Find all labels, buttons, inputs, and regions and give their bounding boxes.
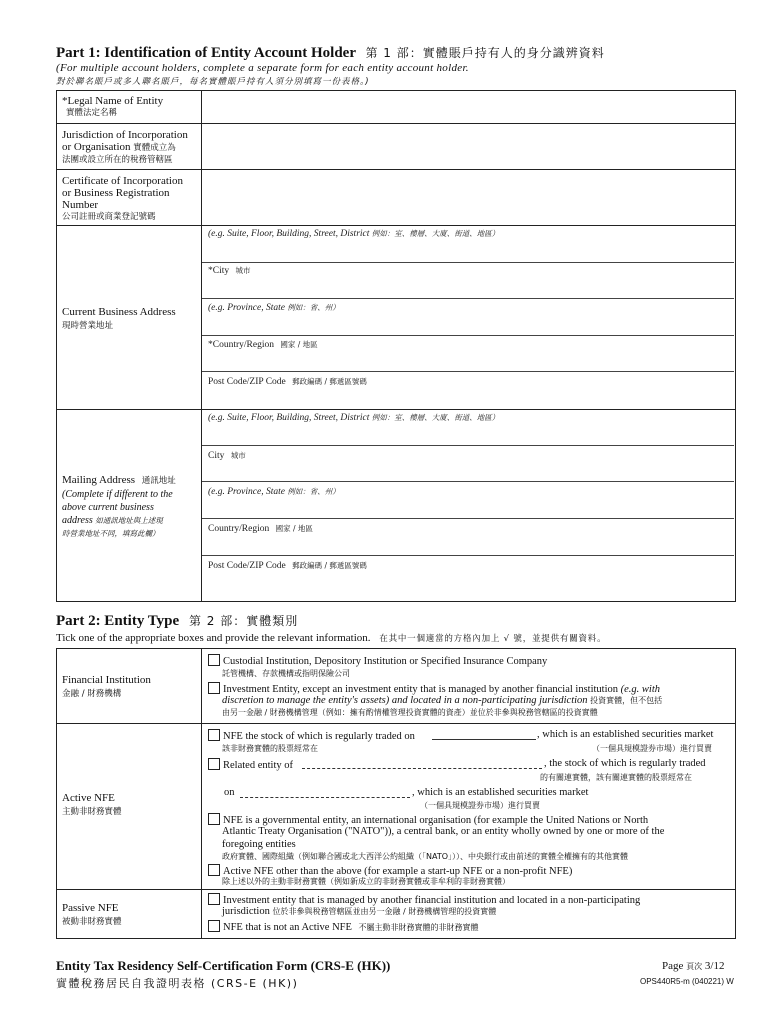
mailing-postcode-label-zh: 郵政編碼 / 郵遞區號碼	[292, 561, 367, 570]
active-traded-label-zh-b: （一個具規模證券市場）進行買賣	[592, 744, 712, 753]
jurisdiction-label-zh-2: 法團或設立所在的稅務管轄區	[62, 155, 173, 165]
active-traded-checkbox[interactable]	[208, 729, 220, 741]
current-street-field[interactable]	[208, 228, 499, 239]
current-province-field[interactable]	[208, 302, 340, 313]
part1-note-zh: 對於聯名賬戶或多人聯名賬戶，每名實體賬戶持有人須分別填寫一份表格。)	[56, 77, 370, 87]
addr-sep	[202, 555, 734, 556]
page-label: Page	[662, 960, 684, 972]
active-related-checkbox[interactable]	[208, 758, 220, 770]
fi-custodial-label: Custodial Institution, Depository Institution or Specified Insurance Company	[223, 656, 548, 667]
fi-investment-checkbox[interactable]	[208, 682, 220, 694]
active-governmental-option[interactable]	[208, 813, 728, 827]
active-related-label-c: on	[224, 787, 235, 798]
cert-label-zh: 公司註冊或商業登記號碼	[62, 212, 156, 222]
mailing-street-placeholder-zh: 例如：室、樓層、大廈、街道、地區）	[371, 413, 500, 422]
part2-instruction	[56, 632, 606, 644]
active-related-entity-input[interactable]	[302, 768, 542, 769]
mailing-postcode-label: Post Code/ZIP Code	[208, 561, 286, 571]
fi-label	[62, 674, 151, 700]
addr-sep	[202, 262, 734, 263]
addr-sep	[202, 371, 734, 372]
current-postcode-field[interactable]	[208, 376, 367, 387]
passive-not-active-option[interactable]	[208, 920, 479, 934]
fi-label-en: Financial Institution	[62, 674, 151, 686]
current-city-label-zh: 城市	[235, 266, 251, 275]
mailing-note-en-1: (Complete if different to the	[62, 489, 173, 500]
jurisdiction-label-en-1: Jurisdiction of Incorporation	[62, 129, 188, 141]
active-related-label-a: Related entity of	[223, 760, 293, 771]
cert-label-en-3: Number	[62, 199, 99, 211]
current-province-placeholder: (e.g. Province, State	[208, 303, 285, 313]
mailing-street-placeholder: (e.g. Suite, Floor, Building, Street, District	[208, 413, 370, 423]
page-num: 3/12	[704, 960, 725, 972]
active-other-label-zh: 除上述以外的主動非財務實體（例如新成立的非財務實體或非牟利的非財務實體）	[222, 877, 510, 886]
mailing-province-placeholder: (e.g. Province, State	[208, 487, 285, 497]
row-sep	[56, 409, 735, 410]
part2-title	[56, 612, 298, 630]
part2-instruction-en: Tick one of the appropriate boxes and provide the relevant information.	[56, 632, 371, 644]
mailing-province-field[interactable]	[208, 486, 340, 497]
cert-label	[62, 175, 183, 223]
mailing-note-zh-2: 時營業地址不同，填寫此欄）	[62, 529, 160, 538]
active-traded-label-zh-a: 該非財務實體的股票經常在	[222, 744, 318, 753]
active-governmental-label-zh: 政府實體、國際組織（例如聯合國或北大西洋公約組織（「NATO」））、中央銀行或由前述的實體全權擁有的其他實體	[222, 852, 629, 861]
active-governmental-label-3: foregoing entities	[222, 839, 296, 850]
active-related-market-input[interactable]	[240, 797, 410, 798]
row-sep	[56, 225, 735, 226]
part2-divider	[201, 648, 202, 938]
fi-investment-label-2: discretion to manage the entity's assets) and located in a non-participating jurisdiction	[222, 695, 588, 706]
current-address-label	[62, 306, 176, 332]
fi-investment-option[interactable]	[208, 682, 728, 696]
mailing-city-field[interactable]	[208, 450, 246, 461]
active-traded-market-input[interactable]	[432, 739, 536, 740]
current-address-label-zh: 現時營業地址	[62, 321, 114, 331]
addr-sep	[202, 445, 734, 446]
active-other-checkbox[interactable]	[208, 864, 220, 876]
active-governmental-label-2: Atlantic Treaty Organisation ("NATO")), a central bank, or an entity wholly owned by one or more of the	[222, 826, 665, 837]
active-nfe-label-en: Active NFE	[62, 792, 115, 804]
active-traded-option[interactable]	[208, 729, 415, 743]
active-related-label-zh-c: （一個具規模證券市場）進行買賣	[420, 801, 540, 810]
passive-investment-option[interactable]	[208, 893, 728, 907]
current-street-placeholder-zh: 例如：室、樓層、大廈、街道、地區）	[371, 229, 500, 238]
active-governmental-label-1: NFE is a governmental entity, an international organisation (for example the United Nations or North	[223, 815, 649, 826]
mailing-country-label: Country/Region	[208, 524, 270, 534]
mailing-country-label-zh: 國家 / 地區	[275, 524, 313, 533]
current-postcode-label: Post Code/ZIP Code	[208, 377, 286, 387]
active-related-label-zh: 的有關連實體，該有關連實體的股票經常在	[540, 773, 692, 782]
jurisdiction-label-zh-1: 實體成立為	[133, 143, 176, 153]
row-sep	[56, 723, 735, 724]
passive-investment-label-2: jurisdiction	[222, 906, 270, 917]
page-number	[662, 960, 724, 972]
mailing-postcode-field[interactable]	[208, 560, 367, 571]
legal-name-label	[62, 95, 163, 119]
addr-sep	[202, 335, 734, 336]
part1-title-en: Part 1: Identification of Entity Account Holder	[56, 45, 356, 61]
part1-note-en: (For multiple account holders, complete a separate form for each entity account holder.	[56, 62, 469, 74]
active-other-label: Active NFE other than the above (for example a start-up NFE or a non-profit NFE)	[223, 866, 573, 877]
current-city-label: *City	[208, 266, 230, 276]
mailing-note-zh-1: 如通訊地址與上述現	[95, 516, 163, 525]
passive-nfe-label-zh: 被動非財務實體	[62, 917, 122, 927]
addr-sep	[202, 298, 734, 299]
fi-investment-label-2-row	[222, 695, 732, 707]
part2-title-en: Part 2: Entity Type	[56, 613, 180, 629]
form-code: (CRS-E (HK))	[310, 958, 391, 973]
mailing-address-label-en: Mailing Address	[62, 474, 136, 486]
active-governmental-checkbox[interactable]	[208, 813, 220, 825]
part1-title-zh: 第 1 部：實體賬戶持有人的身分識辨資料	[365, 46, 605, 60]
active-traded-label-b: , which is an established securities market	[537, 729, 714, 740]
passive-investment-label-1: Investment entity that is managed by another financial institution and located in a non-participating	[223, 895, 641, 906]
current-country-label-zh: 國家 / 地區	[280, 340, 318, 349]
part1-title	[56, 44, 605, 62]
jurisdiction-label	[62, 129, 188, 166]
mailing-city-label: City	[208, 451, 225, 461]
current-address-label-en: Current Business Address	[62, 306, 176, 318]
form-title-en: Entity Tax Residency Self-Certification Form	[56, 958, 308, 973]
part2-title-zh: 第 2 部：實體類別	[188, 614, 299, 628]
mailing-note-en-3: address	[62, 515, 93, 526]
current-city-field[interactable]	[208, 265, 251, 276]
passive-investment-label-zh: 位於非參與稅務管轄區並由另一金融 / 財務機構管理的投資實體	[272, 907, 497, 916]
row-sep	[56, 889, 735, 890]
fi-investment-label-eg: (e.g. with	[620, 684, 661, 695]
passive-investment-checkbox[interactable]	[208, 893, 220, 905]
fi-custodial-option[interactable]	[208, 654, 547, 668]
mailing-address-label-zh: 通訊地址	[141, 476, 176, 486]
mailing-note-en-2: above current business	[62, 502, 154, 513]
jurisdiction-input[interactable]	[202, 124, 734, 169]
mailing-city-label-zh: 城市	[230, 451, 246, 460]
part2-instruction-zh: 在其中一個適當的方格內加上 √ 號，並提供有關資料。	[379, 634, 607, 644]
passive-nfe-label-en: Passive NFE	[62, 902, 119, 914]
current-postcode-label-zh: 郵政編碼 / 郵遞區號碼	[292, 377, 367, 386]
current-street-placeholder: (e.g. Suite, Floor, Building, Street, District	[208, 229, 370, 239]
active-related-label-d: , which is an established securities market	[412, 787, 589, 798]
form-title-zh: 實體稅務居民自我證明表格 (CRS-E (HK))	[56, 977, 299, 990]
cert-label-en-2: or Business Registration	[62, 187, 170, 199]
passive-not-active-label-zh: 不屬主動非財務實體的非財務實體	[358, 923, 479, 932]
addr-sep	[202, 518, 734, 519]
active-related-label-b: , the stock of which is regularly traded	[544, 758, 706, 769]
current-province-placeholder-zh: 例如：省、州）	[287, 303, 340, 312]
fi-custodial-checkbox[interactable]	[208, 654, 220, 666]
form-title	[56, 958, 390, 974]
passive-investment-label-row2	[222, 906, 496, 918]
passive-not-active-label: NFE that is not an Active NFE	[223, 922, 352, 933]
form-ref: OPS440R5-m (040221) W	[640, 977, 734, 986]
mailing-address-label	[62, 474, 176, 540]
active-related-option[interactable]	[208, 758, 293, 772]
fi-investment-label-1: Investment Entity, except an investment entity that is managed by another financial institution	[223, 684, 619, 695]
fi-label-zh: 金融 / 財務機構	[62, 689, 122, 699]
mailing-country-field[interactable]	[208, 523, 313, 534]
mailing-street-field[interactable]	[208, 412, 499, 423]
legal-name-label-en: *Legal Name of Entity	[62, 95, 164, 107]
cert-input[interactable]	[202, 170, 734, 225]
jurisdiction-label-en-2: or Organisation	[62, 141, 131, 153]
fi-custodial-label-zh: 託管機構、存款機構或指明保險公司	[222, 669, 350, 678]
active-other-option[interactable]	[208, 864, 572, 878]
active-traded-label-a: NFE the stock of which is regularly traded on	[223, 731, 415, 742]
passive-not-active-checkbox[interactable]	[208, 920, 220, 932]
fi-investment-label-zh-a: 投資實體，但不包括	[590, 696, 663, 705]
active-nfe-label	[62, 792, 122, 818]
fi-investment-label-zh-b: 由另一金融 / 財務機構管理（例如：擁有酌情權管理投資實體的資產）並位於非參與稅務管轄區的投資實體	[222, 708, 598, 717]
legal-name-input[interactable]	[202, 91, 734, 123]
page-label-zh: 頁次	[686, 962, 703, 971]
addr-sep	[202, 481, 734, 482]
active-nfe-label-zh: 主動非財務實體	[62, 807, 122, 817]
legal-name-label-zh: 實體法定名稱	[66, 108, 118, 118]
mailing-province-placeholder-zh: 例如：省、州）	[287, 487, 340, 496]
passive-nfe-label	[62, 902, 122, 928]
current-country-label: *Country/Region	[208, 340, 274, 350]
current-country-field[interactable]	[208, 339, 318, 350]
cert-label-en-1: Certificate of Incorporation	[62, 175, 183, 187]
